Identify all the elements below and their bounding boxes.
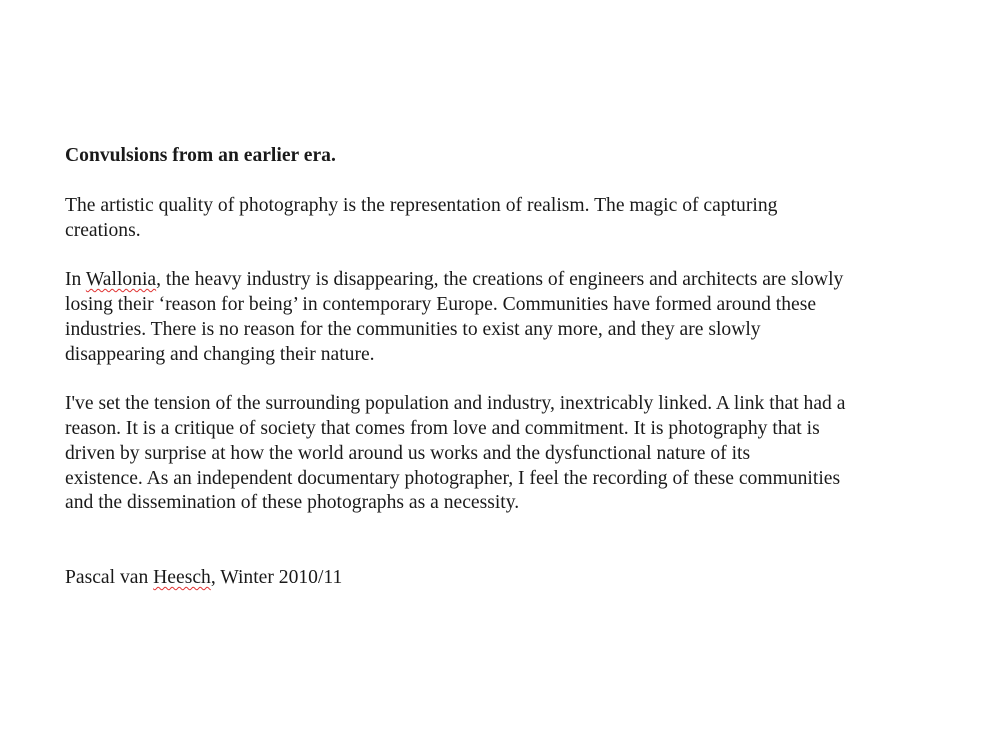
paragraph-3-line-1: I've set the tension of the surrounding population and industry, inextricably linked. A link that had a xyxy=(65,393,846,415)
signature-prefix: Pascal van xyxy=(65,566,154,588)
signature-text xyxy=(65,566,945,591)
paragraph-2 xyxy=(65,268,945,367)
paragraph-2-line-1-prefix: In xyxy=(65,269,86,291)
document-body xyxy=(65,144,945,591)
paragraph-3-line-5: and the dissemination of these photographs as a necessity. xyxy=(65,492,520,514)
paragraph-2-line-3: industries. There is no reason for the communities to exist any more, and they are slowly xyxy=(65,318,761,340)
signature-line xyxy=(65,566,945,591)
paragraph-3-line-3: driven by surprise at how the world around us works and the dysfunctional nature of its xyxy=(65,442,751,464)
paragraph-3-line-4: existence. As an independent documentary photographer, I feel the recording of these communities xyxy=(65,467,841,489)
paragraph-3 xyxy=(65,392,945,516)
paragraph-1-line-1: The artistic quality of photography is the representation of realism. The magic of capturing xyxy=(65,194,778,216)
document-title: Convulsions from an earlier era. xyxy=(65,145,336,166)
paragraph-1 xyxy=(65,194,945,244)
paragraph-2-line-4: disappearing and changing their nature. xyxy=(65,343,375,365)
paragraph-2-line-1-suffix: , the heavy industry is disappearing, the creations of engineers and architects are slowly xyxy=(156,269,844,291)
spellcheck-flagged-word[interactable]: Heesch xyxy=(153,566,211,588)
paragraph-2-line-1 xyxy=(65,268,945,293)
signature-suffix: , Winter 2010/11 xyxy=(210,566,343,588)
paragraph-2-line-2: losing their ‘reason for being’ in contemporary Europe. Communities have formed around these xyxy=(65,293,817,315)
spellcheck-flagged-word[interactable]: Wallonia xyxy=(85,269,157,291)
paragraph-1-line-2: creations. xyxy=(65,219,141,241)
paragraph-3-line-2: reason. It is a critique of society that comes from love and commitment. It is photography that is xyxy=(65,417,820,439)
